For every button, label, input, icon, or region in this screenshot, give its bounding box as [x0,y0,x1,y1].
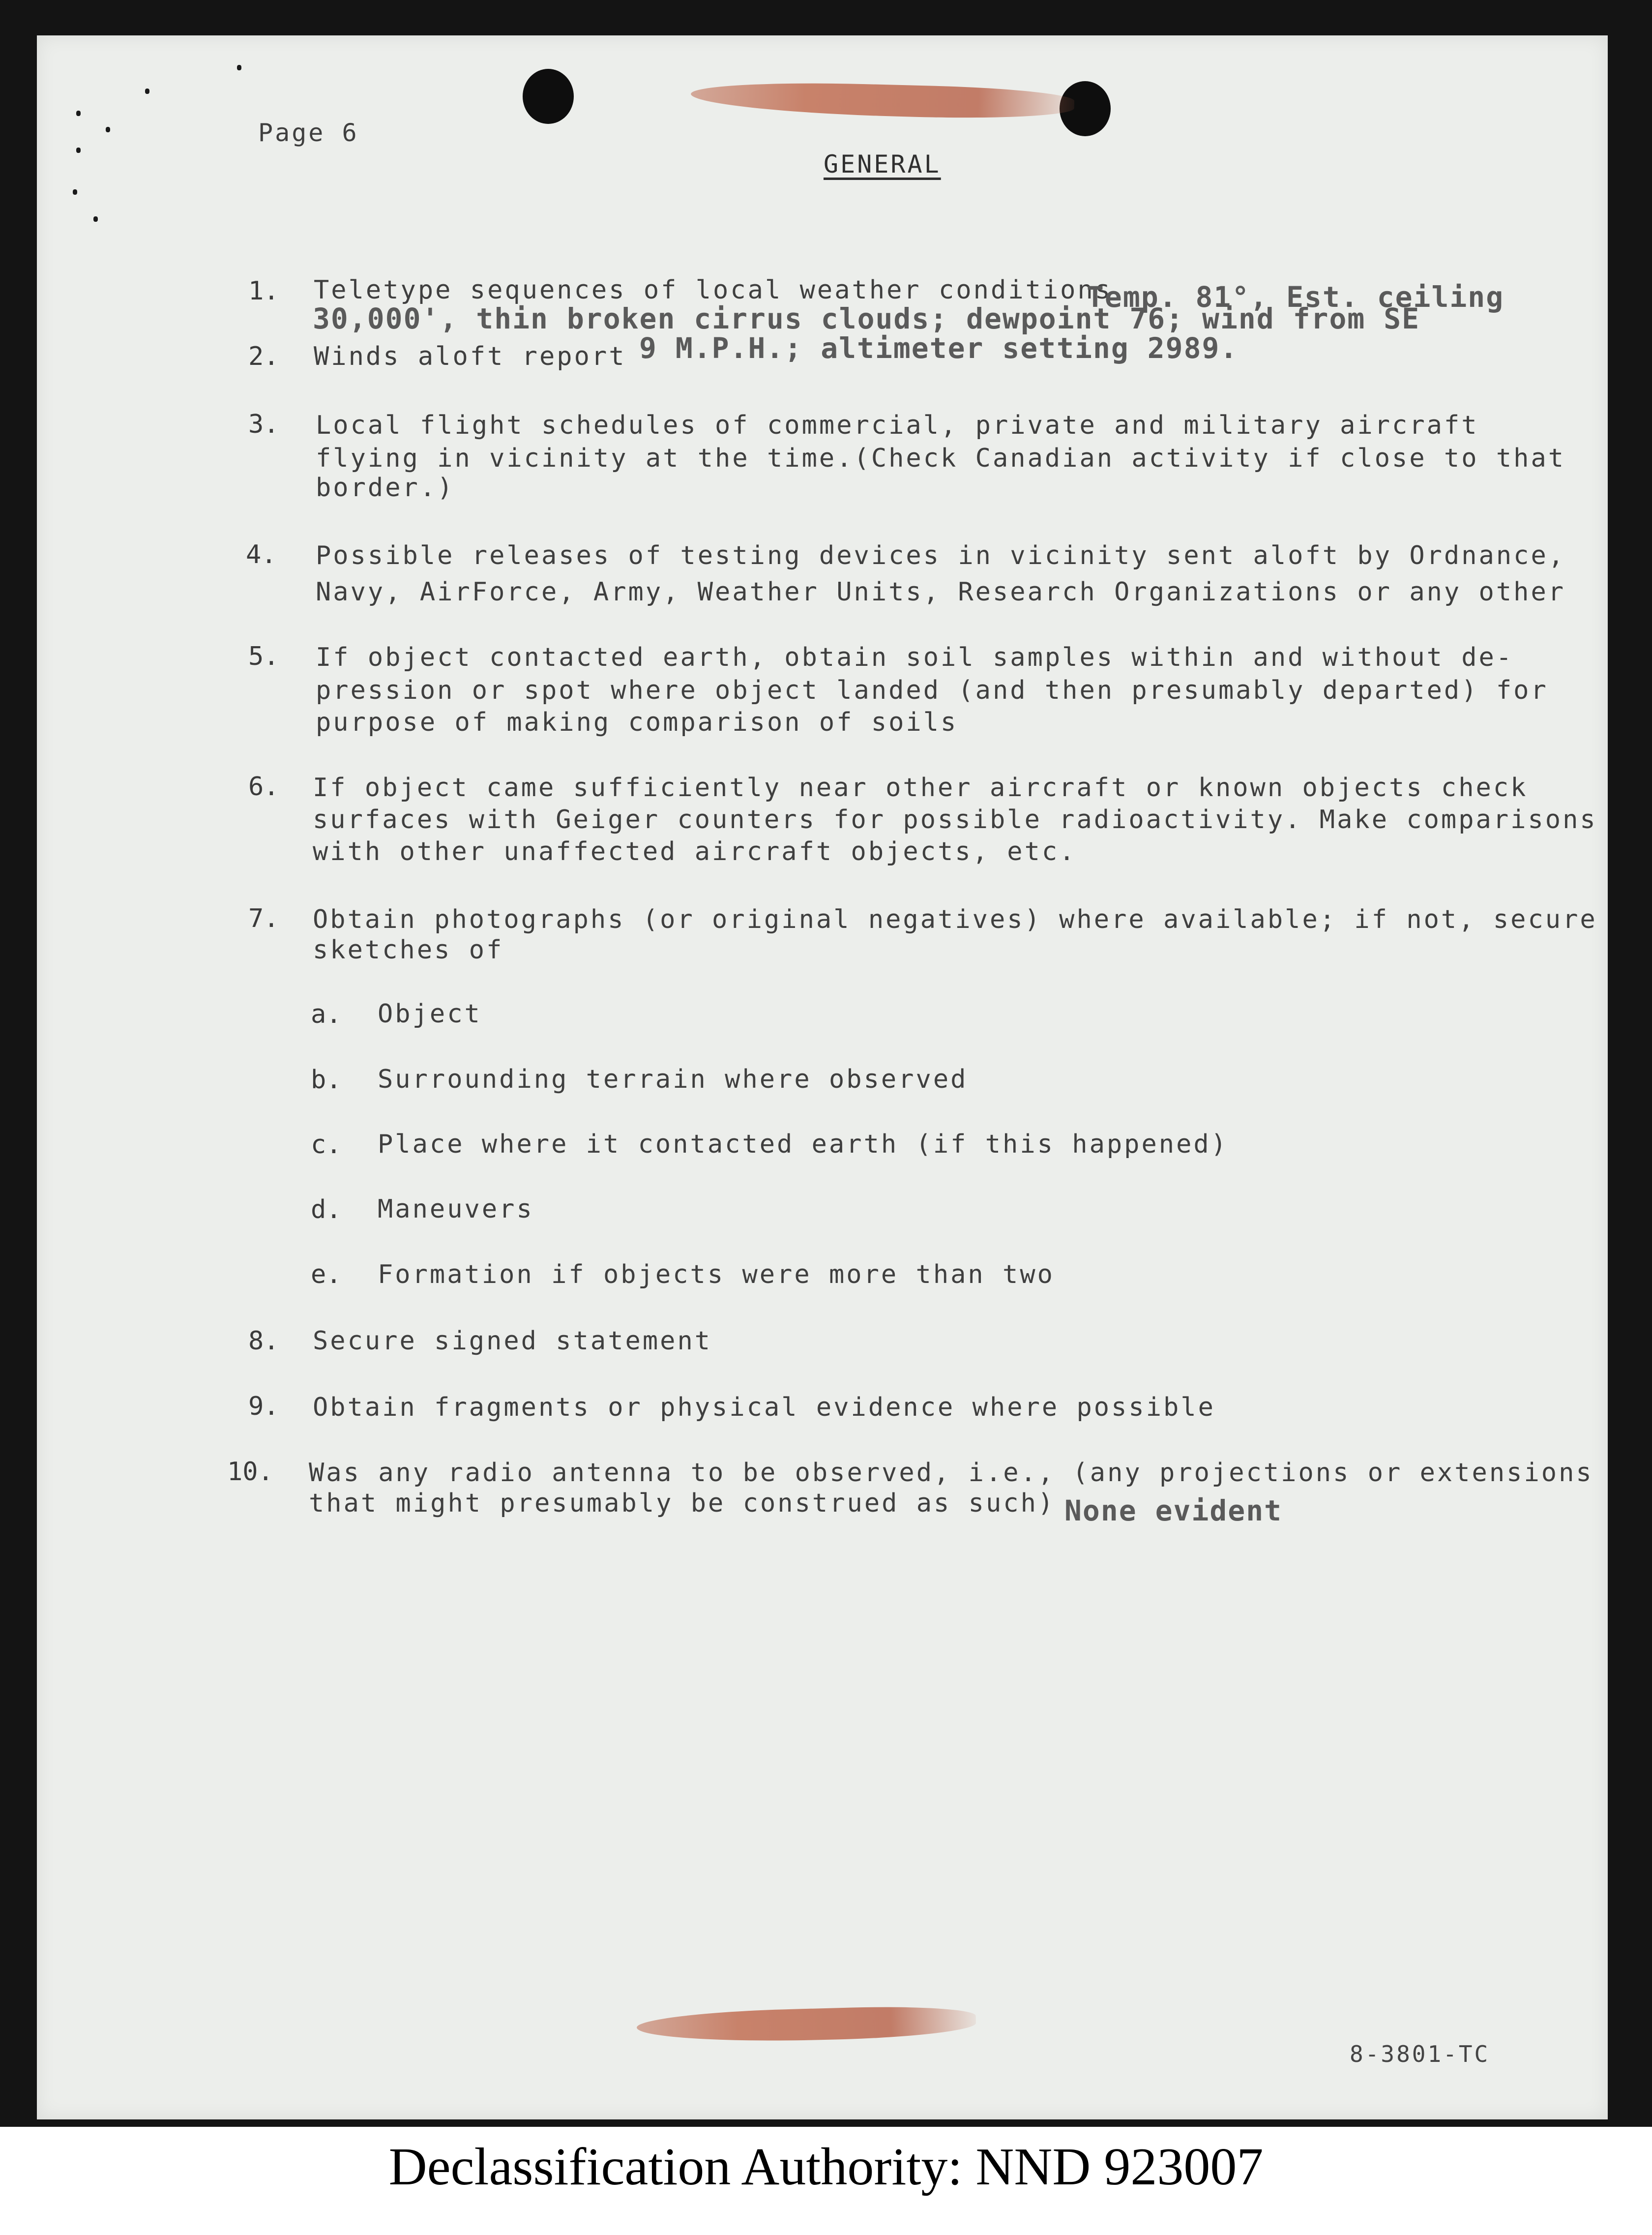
item-line: Navy, AirForce, Army, Weather Units, Research Organizations or any other [316,577,1566,607]
margin-mark [145,89,149,94]
margin-mark [76,148,81,153]
item-line: with other unaffected aircraft objects, etc. [313,837,1077,866]
item-line: Obtain fragments or physical evidence where possible [313,1393,1215,1422]
subitem-letter: b. [311,1065,342,1095]
item-line: Possible releases of testing devices in vicinity sent aloft by Ordnance, [316,541,1566,570]
item-line: Was any radio antenna to be observed, i.e., (any projections or extensions [309,1458,1593,1488]
margin-mark [106,127,110,132]
subitem-text: Place where it contacted earth (if this happened) [378,1130,1229,1159]
item-line: Obtain photographs (or original negatives) where available; if not, secure [313,905,1597,934]
item-number: 6. [248,772,279,802]
subitem-text: Object [378,999,482,1029]
answer-10: None evident [1064,1494,1283,1527]
form-number: 8-3801-TC [1350,2041,1490,2067]
item-line: If object came sufficiently near other aircraft or known objects check [313,773,1528,803]
page-number: Page 6 [258,119,359,147]
item-number: 3. [248,410,279,439]
weather-insert-line: 30,000', thin broken cirrus clouds; dewpoint 76; wind from SE [313,302,1420,335]
item-line: purpose of making comparison of soils [316,708,958,737]
item-number: 1. [248,276,279,306]
subitem-letter: a. [311,1000,342,1029]
item-line: Teletype sequences of local weather conditions [314,275,1113,305]
item-number: 5. [248,642,279,671]
item-line: that might presumably be construed as such) [309,1489,1056,1518]
subitem-text: Surrounding terrain where observed [378,1065,968,1094]
subitem-letter: d. [311,1195,342,1224]
margin-mark [73,189,77,195]
subitem-text: Maneuvers [378,1194,534,1224]
weather-insert-line: 9 M.P.H.; altimeter setting 2989. [639,331,1239,365]
item-number: 4. [246,540,277,569]
subitem-letter: e. [311,1260,342,1289]
item-number: 2. [248,342,279,371]
weather-insert-line: Temp. 81°, Est. ceiling [1087,280,1504,314]
item-line: Winds aloft report [314,342,626,371]
item-number: 7. [248,904,279,933]
subitem-letter: c. [311,1130,342,1160]
item-line: surfaces with Geiger counters for possible radioactivity. Make comparisons [313,805,1597,834]
margin-mark [76,111,81,116]
item-line: If object contacted earth, obtain soil samples within and without de- [316,643,1514,672]
item-line: flying in vicinity at the time.(Check Canadian activity if close to that [316,444,1566,473]
declassification-authority: Declassification Authority: NND 923007 [388,2138,1264,2196]
subitem-text: Formation if objects were more than two [378,1260,1055,1289]
item-line: border.) [316,473,455,503]
item-line: sketches of [313,935,504,965]
margin-mark [93,216,98,222]
item-line: Secure signed statement [313,1326,712,1356]
item-line: pression or spot where object landed (and then presumably departed) for [316,676,1548,705]
item-number: 9. [248,1392,279,1421]
punch-hole-left [523,69,574,124]
section-heading: GENERAL [824,150,941,179]
margin-mark [237,65,241,70]
item-number: 8. [248,1326,279,1356]
item-line: Local flight schedules of commercial, private and military aircraft [316,411,1479,440]
item-number: 10. [227,1457,273,1487]
